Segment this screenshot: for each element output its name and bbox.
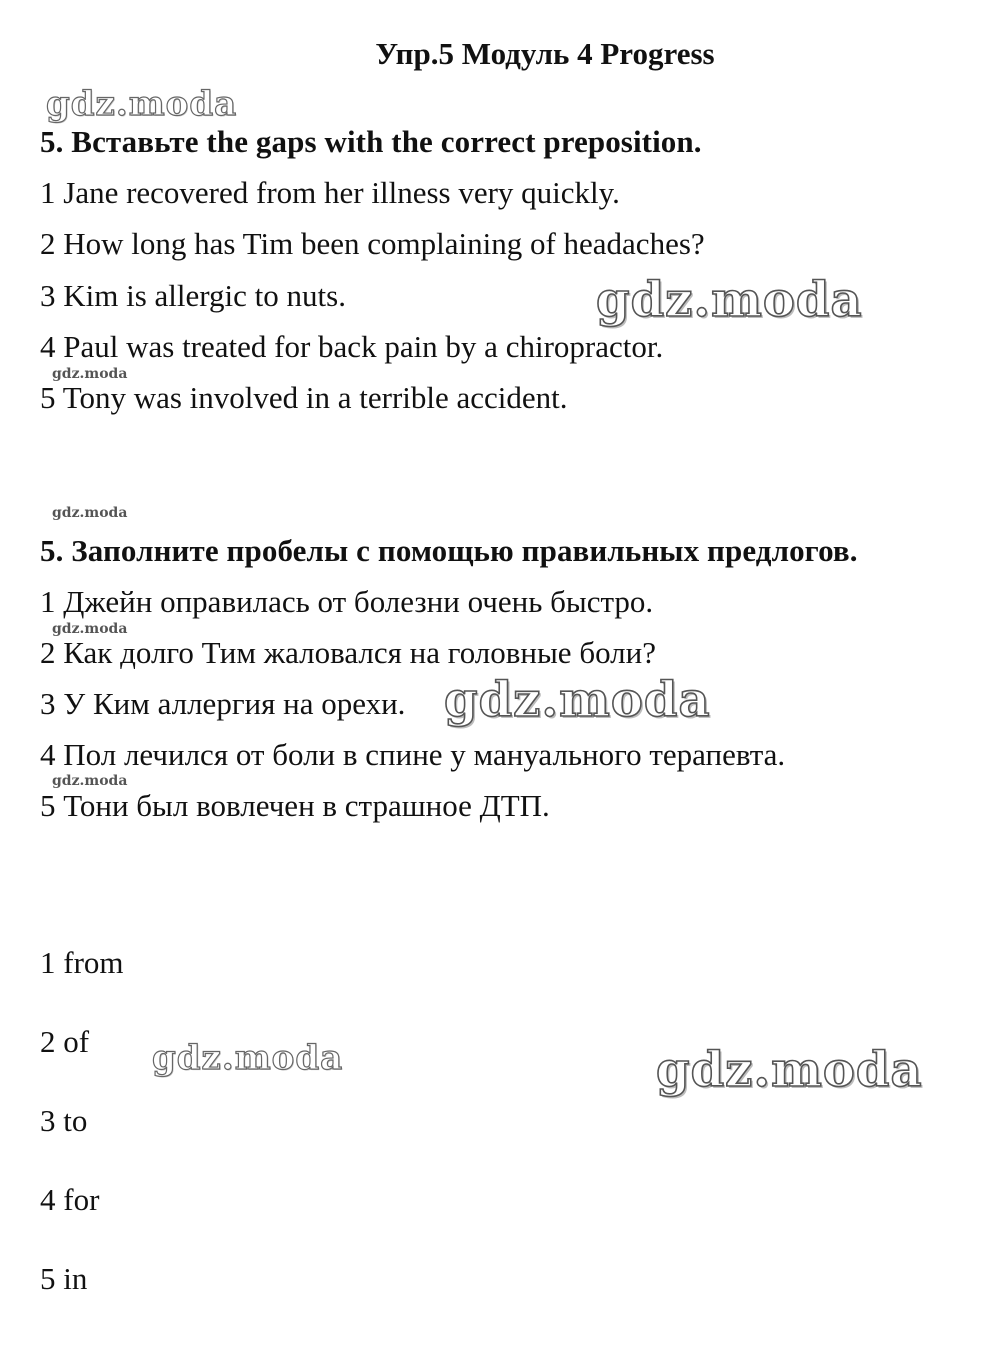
answer-item: 1 from: [40, 945, 124, 980]
sentence-line: 1 Jane recovered from her illness very quickly.: [40, 175, 620, 210]
page-title: Упр.5 Модуль 4 Progress: [375, 36, 715, 71]
answer-item: 2 of: [40, 1024, 90, 1059]
watermark-logo: gdz.moda: [656, 1042, 923, 1098]
answer-item: 4 for: [40, 1182, 100, 1217]
translation-line: 4 Пол лечился от боли в спине у мануального терапевта.: [40, 737, 786, 772]
watermark-logo: gdz.moda: [444, 672, 711, 728]
watermark-text: gdz.moda: [52, 773, 128, 789]
sentence-line: 4 Paul was treated for back pain by a chiropractor.: [40, 329, 664, 364]
watermark-text: gdz.moda: [52, 621, 128, 637]
watermark-text: gdz.moda: [52, 505, 128, 521]
watermark-logo: gdz.moda: [596, 272, 863, 328]
translation-line: 3 У Ким аллергия на орехи.: [40, 686, 406, 721]
watermark-text: gdz.moda: [52, 366, 128, 382]
translation-line: 2 Как долго Тим жаловался на головные боли?: [40, 635, 657, 670]
sentence-line: 2 How long has Tim been complaining of headaches?: [40, 226, 705, 261]
answer-item: 3 to: [40, 1103, 88, 1138]
translation-line: 1 Джейн оправилась от болезни очень быстро.: [40, 584, 654, 619]
sentence-line: 3 Kim is allergic to nuts.: [40, 278, 346, 313]
exercise-heading-english: 5. Вставьте the gaps with the correct preposition.: [40, 124, 702, 159]
exercise-heading-russian: 5. Заполните пробелы с помощью правильных предлогов.: [40, 533, 858, 568]
watermark-logo: gdz.moda: [46, 84, 238, 124]
answer-item: 5 in: [40, 1261, 88, 1296]
sentence-line: 5 Tony was involved in a terrible accident.: [40, 380, 568, 415]
watermark-logo: gdz.moda: [152, 1038, 344, 1078]
translation-line: 5 Тони был вовлечен в страшное ДТП.: [40, 788, 550, 823]
